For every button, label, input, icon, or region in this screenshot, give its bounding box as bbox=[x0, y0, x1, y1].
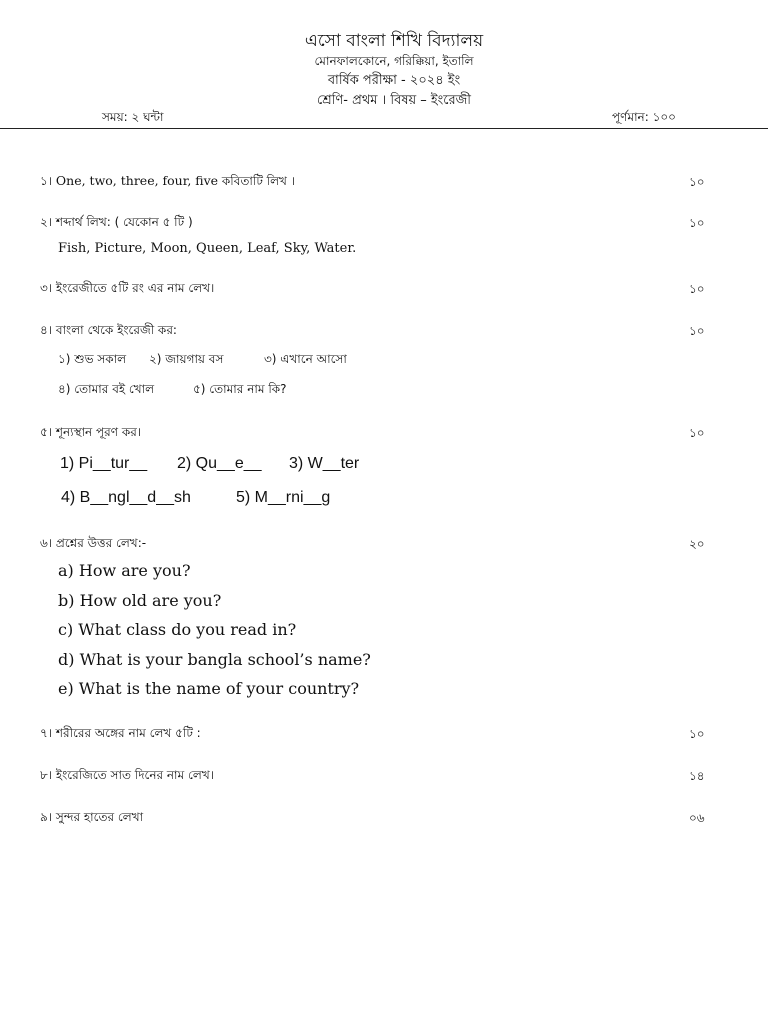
question-5: ৫। শূন্যস্থান পূরণ কর। bbox=[40, 425, 142, 439]
header-divider bbox=[0, 128, 768, 129]
question-6-item: a) How are you? bbox=[58, 561, 191, 580]
question-6-marks: ২০ bbox=[689, 537, 705, 551]
question-5-item: 5) M__rni__g bbox=[236, 489, 331, 506]
question-4: ৪। বাংলা থেকে ইংরেজী কর: bbox=[40, 323, 177, 337]
question-7: ৭। শরীরের অঙ্গের নাম লেখ ৫টি : bbox=[40, 726, 201, 740]
question-5-item: 1) Pi__tur__ bbox=[60, 455, 148, 472]
question-4-marks: ১০ bbox=[689, 324, 705, 338]
question-4-item: ৪) তোমার বই খোল bbox=[58, 382, 155, 396]
question-2-marks: ১০ bbox=[689, 216, 705, 230]
question-8: ৮। ইংরেজিতে সাত দিনের নাম লেখ। bbox=[40, 768, 214, 782]
question-1-marks: ১০ bbox=[689, 175, 705, 189]
question-9-marks: ০৬ bbox=[689, 811, 705, 825]
question-2: ২। শব্দার্থ লিখ: ( যেকোন ৫ টি ) bbox=[40, 215, 193, 229]
exam-title: বার্ষিক পরীক্ষা - ২০২৪ ইং bbox=[327, 73, 461, 88]
exam-time: সময়: ২ ঘন্টা bbox=[102, 110, 164, 124]
question-5-item: 2) Qu__e__ bbox=[177, 455, 262, 472]
question-5-marks: ১০ bbox=[689, 426, 705, 440]
question-6-item: d) What is your bangla school’s name? bbox=[58, 650, 371, 669]
school-address: মোনফালকোনে, গরিক্কিয়া, ইতালি bbox=[314, 54, 474, 68]
question-5-item: 4) B__ngl__d__sh bbox=[61, 489, 191, 506]
question-8-marks: ১৪ bbox=[689, 769, 705, 783]
question-1 bbox=[40, 173, 295, 193]
question-5-item: 3) W__ter bbox=[289, 455, 360, 472]
class-subject: শ্রেণি- প্রথম । বিষয় – ইংরেজী bbox=[316, 93, 471, 108]
question-1-prefix: ১। bbox=[40, 174, 56, 188]
question-6-item: e) What is the name of your country? bbox=[58, 679, 360, 698]
question-6-item: b) How old are you? bbox=[58, 591, 222, 610]
question-9: ৯। সুন্দর হাতের লেখা bbox=[40, 810, 144, 824]
question-1-suffix: কবিতাটি লিখ । bbox=[218, 174, 296, 188]
question-3: ৩। ইংরেজীতে ৫টি রং এর নাম লেখ। bbox=[40, 281, 215, 295]
question-6: ৬। প্রশ্নের উত্তর লেখ:- bbox=[40, 536, 147, 550]
question-7-marks: ১০ bbox=[689, 727, 705, 741]
question-3-marks: ১০ bbox=[689, 282, 705, 296]
question-4-item: ১) শুভ সকাল bbox=[58, 352, 127, 366]
question-4-item: ৩) এখানে আসো bbox=[264, 352, 347, 366]
question-1-english: One, two, three, four, five bbox=[55, 173, 219, 188]
question-2-word-list: Fish, Picture, Moon, Queen, Leaf, Sky, Water. bbox=[58, 241, 357, 256]
full-marks: পূর্ণমান: ১০০ bbox=[612, 110, 676, 124]
question-4-item: ২) জায়গায় বস bbox=[149, 352, 224, 366]
question-6-item: c) What class do you read in? bbox=[58, 620, 297, 639]
question-4-item: ৫) তোমার নাম কি? bbox=[193, 382, 287, 396]
school-name: এসো বাংলা শিখি বিদ্যালয় bbox=[304, 31, 484, 51]
